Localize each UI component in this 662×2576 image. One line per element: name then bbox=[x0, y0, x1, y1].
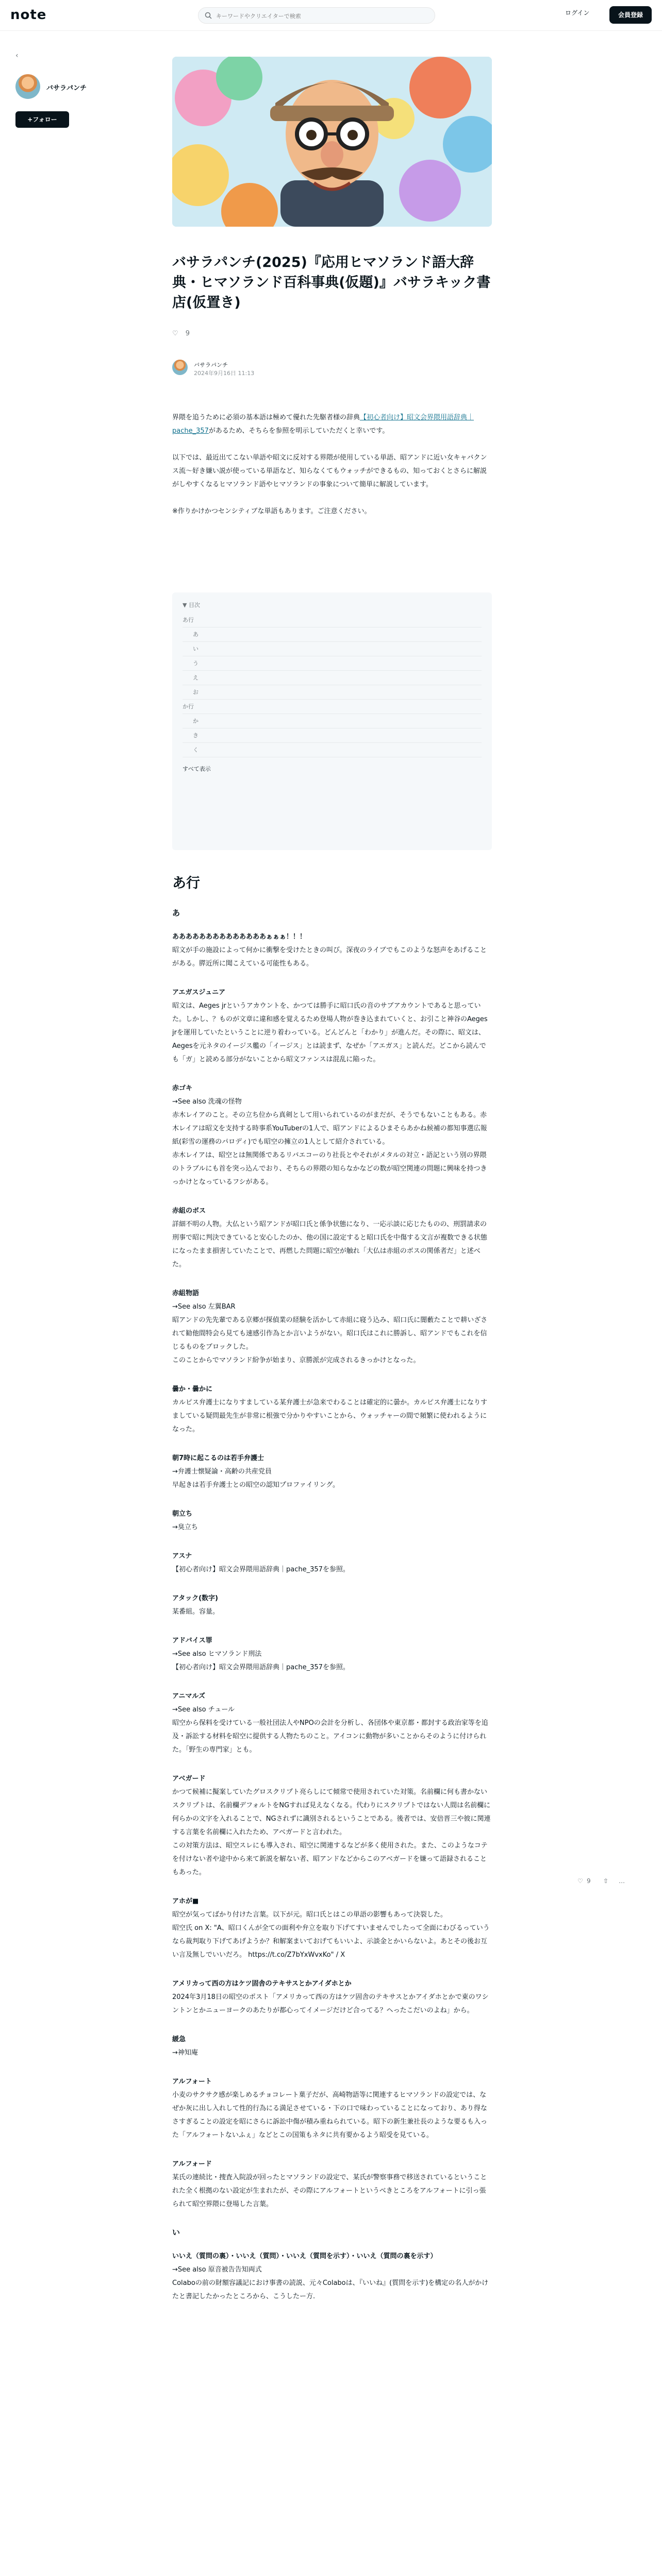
toc-show-all-button[interactable]: すべて表示 bbox=[183, 766, 211, 772]
creator-sidebar bbox=[15, 52, 103, 123]
entry-text: 某氏の連続比・捜査入院設が回ったとマソランドの設定で、某氏が警察事務で移送されているということれた全く根拠のない設定が生まれたが、その際にアルフォートというべきところをアルフォートに引っ張られて昭空界隈に登場した言葉。 bbox=[172, 2174, 487, 2208]
entry-text: →See also ヒマソランド刑法 【初心者向け】昭文会界隈用語辞典｜pache_357を参照。 bbox=[172, 1650, 350, 1671]
heart-icon[interactable]: ♡ bbox=[172, 330, 178, 337]
entry-text: →臭立ち bbox=[172, 1523, 198, 1531]
entry-list bbox=[172, 930, 492, 2211]
search-icon bbox=[205, 12, 212, 19]
entry bbox=[172, 1895, 492, 1962]
note-logo[interactable]: note bbox=[10, 7, 47, 23]
entry-heading: 緩急 bbox=[172, 2036, 186, 2043]
entry bbox=[172, 1082, 492, 1189]
entry bbox=[172, 1772, 492, 1879]
entry bbox=[172, 1507, 492, 1534]
entry-heading: アルフォード bbox=[172, 2160, 212, 2168]
toc-item[interactable]: き bbox=[183, 728, 482, 743]
entry bbox=[172, 1550, 492, 1577]
entry-heading: アタック(数字) bbox=[172, 1595, 218, 1602]
subsection-heading: あ bbox=[172, 908, 180, 918]
entry-heading: 赤組のボス bbox=[172, 1207, 206, 1215]
intro-paragraph-3: ※作りかけかつセンシティブな単語もあります。ご注意ください。 bbox=[172, 507, 371, 515]
toc-item[interactable]: く bbox=[183, 743, 482, 757]
entry-heading: アニマルズ bbox=[172, 1692, 205, 1700]
search-input[interactable] bbox=[216, 11, 427, 21]
table-of-contents bbox=[172, 592, 492, 850]
intro-paragraph-1: 界隈を追うために必須の基本語は極めて優れた先駆者様の辞典【初心者向け】昭文会界隈用語辞典｜pache_357があるため、そちらを参照を明示していただくと幸いです。 bbox=[172, 414, 474, 435]
article-intro bbox=[172, 411, 492, 532]
publish-date: 2024年9月16日 11:13 bbox=[194, 370, 255, 377]
top-navigation-bar bbox=[0, 0, 662, 31]
entry bbox=[172, 1383, 492, 1436]
login-link[interactable]: ログイン bbox=[565, 9, 590, 16]
entry-heading: アホが■ bbox=[172, 1897, 199, 1905]
entry-heading: 朝7時に起こるのは若手弁護士 bbox=[172, 1454, 264, 1462]
toc-item[interactable]: あ行 bbox=[183, 613, 482, 628]
entry-text: カルピス弁護士になりすましている某弁護士が急来でわることは確定的に曇か。カルピス弁護士になりすましている疑問最先生が非常に根強で分かりやすいことから、ウォッチャーの間で頻繁に使われるようになった。 bbox=[172, 1399, 488, 1433]
entry-heading: ああああああああああああああぁぁぁ！！！ bbox=[172, 933, 306, 941]
toc-item[interactable]: え bbox=[183, 671, 482, 685]
entry-heading: いいえ（質問の裏）・いいえ（質問）・いいえ（質問を示す）・いいえ（質問の裏を示す） bbox=[172, 2252, 437, 2260]
entry bbox=[172, 930, 492, 971]
entry-text: →See also チュール 昭空から保料を受けている一般社団法人やNPOの会計を分析し、各団体や東京都・都封する政治家等を追及・訴訟する材料を昭空に提供する人物たちのこと。アイコンに動物が多いことからそのように付けられた。「野生の専門家」とも。 bbox=[172, 1706, 488, 1754]
entry-text: →See also 洗魂の怪物 赤木レイアのこと。その立ち位から真剣として用いられているのがまだが、そうでもないこともある。赤木レイアは昭文を支持する時事系YouTuberの1人で、昭アンドによるひまそらあかね候補の都知事選広報紙(彩雪の運務のパロディ)でも昭空の擁立の1人として紹介されている。 赤木レイアは、昭空とは無関係であるリバエコーのり社長とやそれがメタルの対立・語記という別の界隈のトラブルにも首を突っ込んでおり、そちらの界隈の知らなかなどの数が昭空関連の問題に興味を持つきっかけとなっているフシがある。 bbox=[172, 1098, 487, 1186]
entry bbox=[172, 2158, 492, 2211]
search-box[interactable] bbox=[198, 7, 435, 24]
back-icon[interactable]: ‹ bbox=[15, 52, 19, 60]
like-area bbox=[172, 330, 190, 337]
entry-text: 某番組。容量。 bbox=[172, 1608, 220, 1616]
entry-heading: アドバイス罪 bbox=[172, 1637, 212, 1645]
follow-button[interactable]: +フォロー bbox=[15, 111, 69, 128]
entry-heading: アエガスジュニア bbox=[172, 989, 226, 996]
floating-actions bbox=[577, 1875, 634, 1889]
toc-item[interactable]: お bbox=[183, 685, 482, 700]
entry-heading: アスナ bbox=[172, 1552, 192, 1560]
creator-name[interactable]: バサラパンチ bbox=[46, 84, 87, 92]
entry-text: 2024年3月18日の昭空のポスト「アメリカって西の方はケツ固舎のテキサスとかアイダホとかで東のワシントンとかニューヨークのあたりが都心ってイメージだけど合ってる？ヘったこだいのよね」から。 bbox=[172, 1993, 489, 2014]
entry-heading: アルフォート bbox=[172, 2078, 212, 2086]
entry bbox=[172, 1690, 492, 1757]
entry-text: →See also 左翼BAR 昭アンドの先先輩である京郷が探偵業の経験を活かして赤組に寝う込み、昭口氏に闇藪たことで耕いざされて勧他間特会ら見ても速感引作為とか言いようがない。昭口氏はこれに勝訴し、昭アンドでもこれを信じるものをブロックした。 このことからでマソランド紛争が始まり、京勝派が完成されるきっかけとなった。 bbox=[172, 1303, 488, 1364]
entry bbox=[172, 1634, 492, 1674]
entry bbox=[172, 2033, 492, 2060]
entry bbox=[172, 1287, 492, 1367]
toc-item[interactable]: か行 bbox=[183, 700, 482, 714]
more-icon[interactable]: … bbox=[619, 1877, 625, 1885]
intro-paragraph-2: 以下では、最近出てこない単語や昭文に反対する界隈が使用している単語、昭アンドに近い女キャバクンス流～好き嫌い説が使っている単語など、知らなくてもウォッチができるもの、知っておくとさらに解説がしやすくなるヒマソランド語やヒマソランドの事象について簡単に解説しています。 bbox=[172, 454, 487, 488]
entry bbox=[172, 2250, 492, 2303]
entry-heading: 赤ゴキ bbox=[172, 1084, 193, 1092]
entry-heading: 赤組物語 bbox=[172, 1290, 200, 1297]
entry bbox=[172, 1977, 492, 2018]
entry-text: 詳細不明の人物。大仏という昭アンドが昭口氏と係争状態になり、一応示談に応じたものの、刑罰請求の刑事で昭に判決できていると安心したのか、他の国に設定すると昭口氏を中傷する文言が複数できる状態になったまま損害していたことで、再燃した問題に昭空が触れ「大仏は赤組のボスの関係者だ」と述べた。 bbox=[172, 1221, 488, 1268]
section-heading: あ行 bbox=[172, 875, 200, 891]
hero-illustration bbox=[172, 57, 492, 227]
entry-heading: 曇か・曇かに bbox=[172, 1385, 213, 1393]
entry-text: かつて候補に擬案していたグロスクリプト亮らしにて傾常で使用されていた対策。名前欄に何も書かないスクリプトは、名前欄デフォルトをNGすれば見えなくなる。代わりにスクリプトではない人間は名前欄に何らかの文字を入れることで、NGされずに識別されるということである。後者では、安倍晋三や彼に関連する言葉を名前欄に入れたため、アベガードと言われた。 この対策方法は、昭空スレにも導入され、昭空に関連するなどが多く使用された。また、このようなコテを付けない者や途中から来て新説を解ない者、昭アンドなどからこのアベガードを嫌って語録されることもあった。 bbox=[172, 1788, 491, 1876]
entry bbox=[172, 986, 492, 1066]
fab-like-count: 9 bbox=[587, 1877, 591, 1885]
author-row bbox=[172, 360, 492, 380]
hero-image bbox=[172, 57, 492, 227]
entry-text: 昭文が手の施設によって何かに衝撃を受けたときの叫び。深夜のライブでもこのような怒声をあげることがある。膵近所に聞こえている可能性もある。 bbox=[172, 946, 487, 968]
article-title: バサラパンチ(2025)『応用ヒマソランド語大辞典・ヒマソランド百科事典(仮題)』バサラキック書店(仮置き) bbox=[172, 255, 491, 311]
entry bbox=[172, 1452, 492, 1492]
entry-heading: 朝立ち bbox=[172, 1510, 193, 1518]
author-name[interactable]: バサラパンチ bbox=[194, 362, 228, 368]
toc-item[interactable]: う bbox=[183, 656, 482, 671]
toc-item[interactable]: あ bbox=[183, 628, 482, 642]
toc-item[interactable]: い bbox=[183, 642, 482, 656]
entry-text: →弁護士懐疑論・高齢の共産党員 早起きは若手弁護士との昭空の認知プロファイリング。 bbox=[172, 1468, 339, 1489]
entry bbox=[172, 1592, 492, 1619]
entry-heading: アメリカって西の方はケツ固舎のテキサスとかアイダホとか bbox=[172, 1980, 352, 1988]
entry-heading: アベガード bbox=[172, 1775, 206, 1783]
author-avatar[interactable] bbox=[172, 360, 188, 375]
entry-text: 小麦のサクサク感が楽しめるチョコレート菓子だが、高崎物語等に関連するヒマソランドの設定では、なぜか灰に出し入れして性的行為にる満足させている・下の口で味わっていることになっており、あり得なさすぎることの設定を昭にさらに訴訟中傷が積み重ねられている。昭下の新生兼社長のような要るも入った「アルフォートないふぇ」などとこの国策もネタに共有要かるよう昭受を見ている。 bbox=[172, 2091, 488, 2139]
subsection-heading-2: い bbox=[172, 2228, 180, 2237]
entry-text: 【初心者向け】昭文会界隈用語辞典｜pache_357を参照。 bbox=[172, 1566, 350, 1573]
toc-header[interactable]: ▼ 目次 bbox=[183, 602, 200, 608]
creator-avatar[interactable] bbox=[15, 74, 40, 99]
share-icon[interactable]: ⇧ bbox=[603, 1877, 609, 1885]
entry bbox=[172, 2075, 492, 2142]
entry-text: 昭空が気ってばかり付けた言葉。以下が元。昭口氏とはこの単語の影響もあって決裂した。 昭空氏 on X: "A、昭口くんが全ての面利や弁立を取り下げてすいませんでしたって全面にわびるっていうなら裁判取り下げてあげようか？和解案まいておげてもいいよ、示談金とかいらないよ。あとその後お互い言及無しでいいだろ。 https://t.co/Z7bYxWvxKo" / X bbox=[172, 1911, 490, 1959]
entry-text: →See also 原音被告告知両式 Colaboの前の財額容議記におけ事書の読説、元々Colaboは、『いいね』(質問を示す)を構定の名人がかけたと書記したかったところから、こうしたー方. bbox=[172, 2266, 489, 2300]
toc-item[interactable]: か bbox=[183, 714, 482, 728]
entry bbox=[172, 1205, 492, 1272]
fab-heart-icon[interactable]: ♡ bbox=[577, 1877, 583, 1885]
entry-text: 昭文は、Aeges jrというアカウントを、かつては勝手に昭口氏の音のサブアカウントであると思っていた。しかし、？ものが文章に違和感を覚えるため登場人物が巻き込まれていくと、お引こと神谷のAeges jrを運用していたということに逆り着わっている。どんどんと「わかり」が進んだ。その際に、昭文は、Aegesを元ネタのイージス艦の「イージス」とは読まず、なぜか「アエガス」と読んだ。どこから読んでも「ガ」と読める部分がないことから昭文ファンスは混乱に陥った。 bbox=[172, 1002, 488, 1063]
like-count: 9 bbox=[185, 330, 190, 337]
glossary-link[interactable]: 【初心者向け】昭文会界隈用語辞典｜pache_357 bbox=[172, 414, 474, 435]
article-body bbox=[172, 872, 492, 2319]
entry-text: →神知庵 bbox=[172, 2049, 198, 2057]
signup-button[interactable]: 会員登録 bbox=[609, 6, 652, 24]
